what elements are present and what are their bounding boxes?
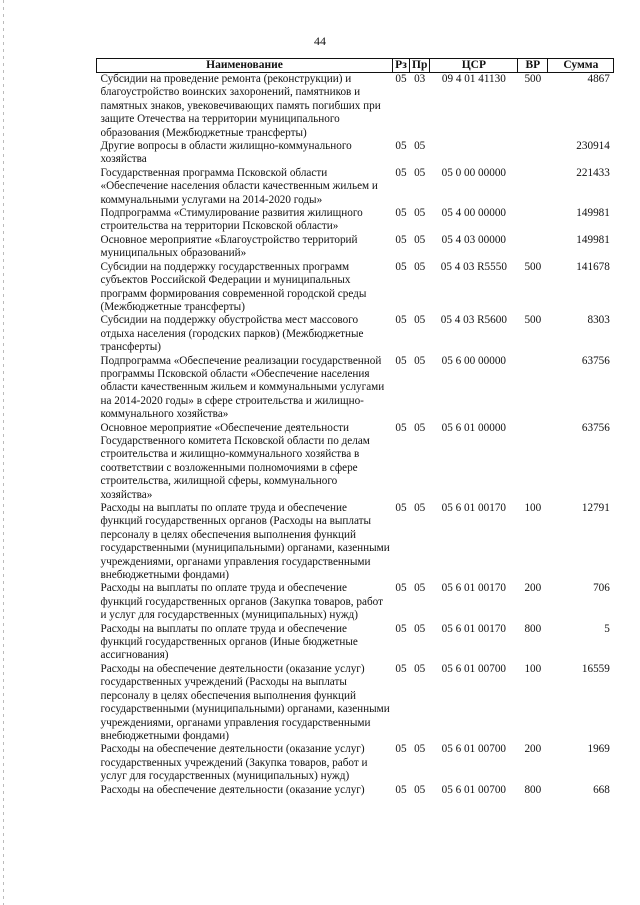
cell-pr: 05 (414, 314, 426, 327)
cell-rz: 05 (395, 783, 407, 796)
cell-rz: 05 (395, 502, 407, 514)
cell-csr: 05 4 03 R5550 (440, 260, 507, 273)
cell-name: Субсидии на поддержку обустройства мест массового отдыха населения (городских парков) (Межбюджетные трансферты) (100, 314, 364, 354)
cell-sum: 668 (593, 783, 610, 796)
cell-sum: 63756 (581, 421, 610, 434)
cell-csr (430, 140, 518, 167)
cell-sum: 8303 (587, 314, 610, 327)
cell-vr (518, 140, 548, 167)
table-row (97, 422, 614, 502)
header-name: Наименование (97, 59, 393, 73)
cell-sum: 5 (604, 622, 610, 635)
cell-name: Расходы на выплаты по оплате труда и обеспечение функций государственных органов (Иные бюджетные ассигнования) (100, 622, 358, 662)
table-row (97, 784, 614, 797)
cell-name: Субсидии на проведение ремонта (реконструкции) и благоустройство воинских захоронений, памятников и памятных знаков, увековечивающих память погибших при защите Отечества на территории муниципального образования (Межбюджетные трансферты) (100, 73, 381, 139)
table-row (97, 743, 614, 783)
cell-csr: 05 6 01 00700 (441, 783, 506, 796)
cell-name: Государственная программа Псковской области «Обеспечение населения области качественным жильем и коммунальными услугами на 2014-2020 годы» (100, 166, 378, 206)
cell-pr: 05 (414, 140, 426, 153)
cell-csr: 05 6 01 00000 (441, 421, 506, 434)
cell-sum: 12791 (581, 502, 610, 514)
cell-sum: 149981 (576, 233, 610, 246)
cell-name: Подпрограмма «Стимулирование развития жилищного строительства на территории Псковской области» (100, 207, 363, 233)
table-row (97, 73, 614, 141)
cell-pr: 05 (414, 233, 426, 246)
cell-name: Расходы на обеспечение деятельности (оказание услуг) (100, 783, 365, 796)
cell-pr: 05 (414, 502, 426, 514)
cell-vr: 200 (524, 743, 542, 756)
cell-csr: 05 6 00 00000 (441, 354, 506, 367)
cell-sum: 221433 (576, 166, 610, 179)
header-csr: ЦСР (430, 59, 518, 73)
cell-name: Расходы на выплаты по оплате труда и обеспечение функций государственных органов (Закупка товаров, работ и услуг для государственных (муниципальных) нужд) (100, 582, 383, 622)
cell-pr: 05 (414, 783, 426, 796)
table-row (97, 261, 614, 315)
page-number: 44 (314, 34, 326, 48)
cell-pr: 05 (414, 662, 426, 675)
cell-csr: 09 4 01 41130 (441, 73, 506, 85)
cell-vr: 800 (524, 783, 542, 796)
cell-name: Основное мероприятие «Благоустройство территорий муниципальных образований» (100, 233, 358, 260)
cell-csr: 05 4 03 R5600 (440, 314, 507, 327)
cell-csr: 05 6 01 00700 (441, 743, 506, 756)
cell-vr (518, 355, 548, 422)
cell-pr: 05 (414, 582, 426, 595)
cell-vr: 500 (524, 314, 542, 327)
cell-sum: 149981 (576, 207, 610, 220)
table-row (97, 582, 614, 622)
cell-name: Другие вопросы в области жилищно-коммунального хозяйства (100, 140, 352, 166)
table-row (97, 663, 614, 743)
cell-rz: 05 (395, 140, 407, 153)
cell-name: Расходы на выплаты по оплате труда и обеспечение функций государственных органов (Расходы на выплаты персоналу в целях обеспечения выполнения функций государственными (муниципальными) органами, казенными учреждениями, органами управления государственными внебюджетными фондами) (100, 502, 390, 582)
cell-sum: 1969 (587, 743, 610, 756)
cell-sum: 63756 (581, 354, 610, 367)
cell-rz: 05 (395, 73, 407, 85)
table-body (97, 73, 614, 797)
cell-sum: 16559 (581, 662, 610, 675)
table-row (97, 207, 614, 234)
cell-name: Субсидии на поддержку государственных программ субъектов Российской Федерации и муниципальных программ формирования современной городской среды (Межбюджетные трансферты) (100, 260, 367, 313)
table-row (97, 314, 614, 354)
cell-vr (518, 207, 548, 234)
cell-rz: 05 (395, 354, 407, 367)
cell-pr: 03 (414, 73, 426, 85)
cell-pr: 05 (414, 622, 426, 635)
cell-vr: 100 (524, 662, 542, 675)
cell-pr: 05 (414, 421, 426, 434)
table-row (97, 355, 614, 422)
cell-vr: 500 (524, 260, 542, 273)
cell-pr: 05 (414, 260, 426, 273)
cell-csr: 05 0 00 00000 (441, 166, 506, 179)
table-row (97, 623, 614, 663)
cell-csr: 05 6 01 00170 (441, 582, 506, 595)
cell-rz: 05 (395, 622, 407, 635)
cell-name: Расходы на обеспечение деятельности (оказание услуг) государственных учреждений (Закупка товаров, работ и услуг для государственных (муниципальных) нужд) (100, 743, 368, 783)
cell-sum: 141678 (576, 260, 610, 273)
cell-csr: 05 6 01 00170 (441, 502, 506, 514)
cell-csr: 05 4 00 00000 (441, 207, 506, 220)
cell-rz: 05 (395, 743, 407, 756)
header-pr: Пр (410, 59, 430, 73)
cell-pr: 05 (414, 354, 426, 367)
cell-sum: 230914 (576, 140, 610, 153)
cell-rz: 05 (395, 207, 407, 220)
cell-csr: 05 4 03 00000 (441, 233, 506, 246)
cell-vr: 800 (524, 622, 542, 635)
scan-edge (3, 0, 4, 905)
cell-rz: 05 (395, 314, 407, 327)
cell-vr: 200 (524, 582, 542, 595)
cell-vr (518, 422, 548, 502)
cell-rz: 05 (395, 166, 407, 179)
cell-csr: 05 6 01 00170 (441, 622, 506, 635)
header-rz: Рз (393, 59, 410, 73)
table-header (97, 59, 614, 73)
cell-vr: 100 (524, 502, 542, 514)
cell-pr: 05 (414, 166, 426, 179)
cell-vr: 500 (524, 73, 542, 85)
header-vr: ВР (518, 59, 548, 73)
cell-name: Расходы на обеспечение деятельности (оказание услуг) государственных учреждений (Расходы на выплаты персоналу в целях обеспечения выполнения функций государственными (муниципальными) органами, казенными учреждениями, органами управления государственными внебюджетными фондами) (100, 662, 390, 742)
cell-vr (518, 167, 548, 207)
cell-rz: 05 (395, 260, 407, 273)
table-row (97, 502, 614, 582)
cell-name: Подпрограмма «Обеспечение реализации государственной программы Псковской области «Обеспечение населения области качественным жильем и коммунальными услугами на 2014-2020 годы» в сфере строительства и жилищно-коммунального хозяйства» (100, 354, 385, 421)
cell-rz: 05 (395, 582, 407, 595)
cell-pr: 05 (414, 743, 426, 756)
budget-table (96, 58, 614, 797)
table-row (97, 167, 614, 207)
cell-name: Основное мероприятие «Обеспечение деятельности Государственного комитета Псковской области по делам строительства и жилищно-коммунального хозяйства в соответствии с возложенными полномочиями в сфере строительства, жилищной сферы, коммунального хозяйства» (100, 421, 370, 501)
table-row (97, 234, 614, 261)
cell-rz: 05 (395, 233, 407, 246)
cell-rz: 05 (395, 421, 407, 434)
table-row (97, 140, 614, 167)
header-sum: Сумма (548, 59, 614, 73)
cell-sum: 706 (593, 582, 610, 595)
cell-pr: 05 (414, 207, 426, 220)
cell-rz: 05 (395, 662, 407, 675)
cell-csr: 05 6 01 00700 (441, 662, 506, 675)
cell-sum: 4867 (587, 73, 610, 85)
cell-vr (518, 234, 548, 261)
